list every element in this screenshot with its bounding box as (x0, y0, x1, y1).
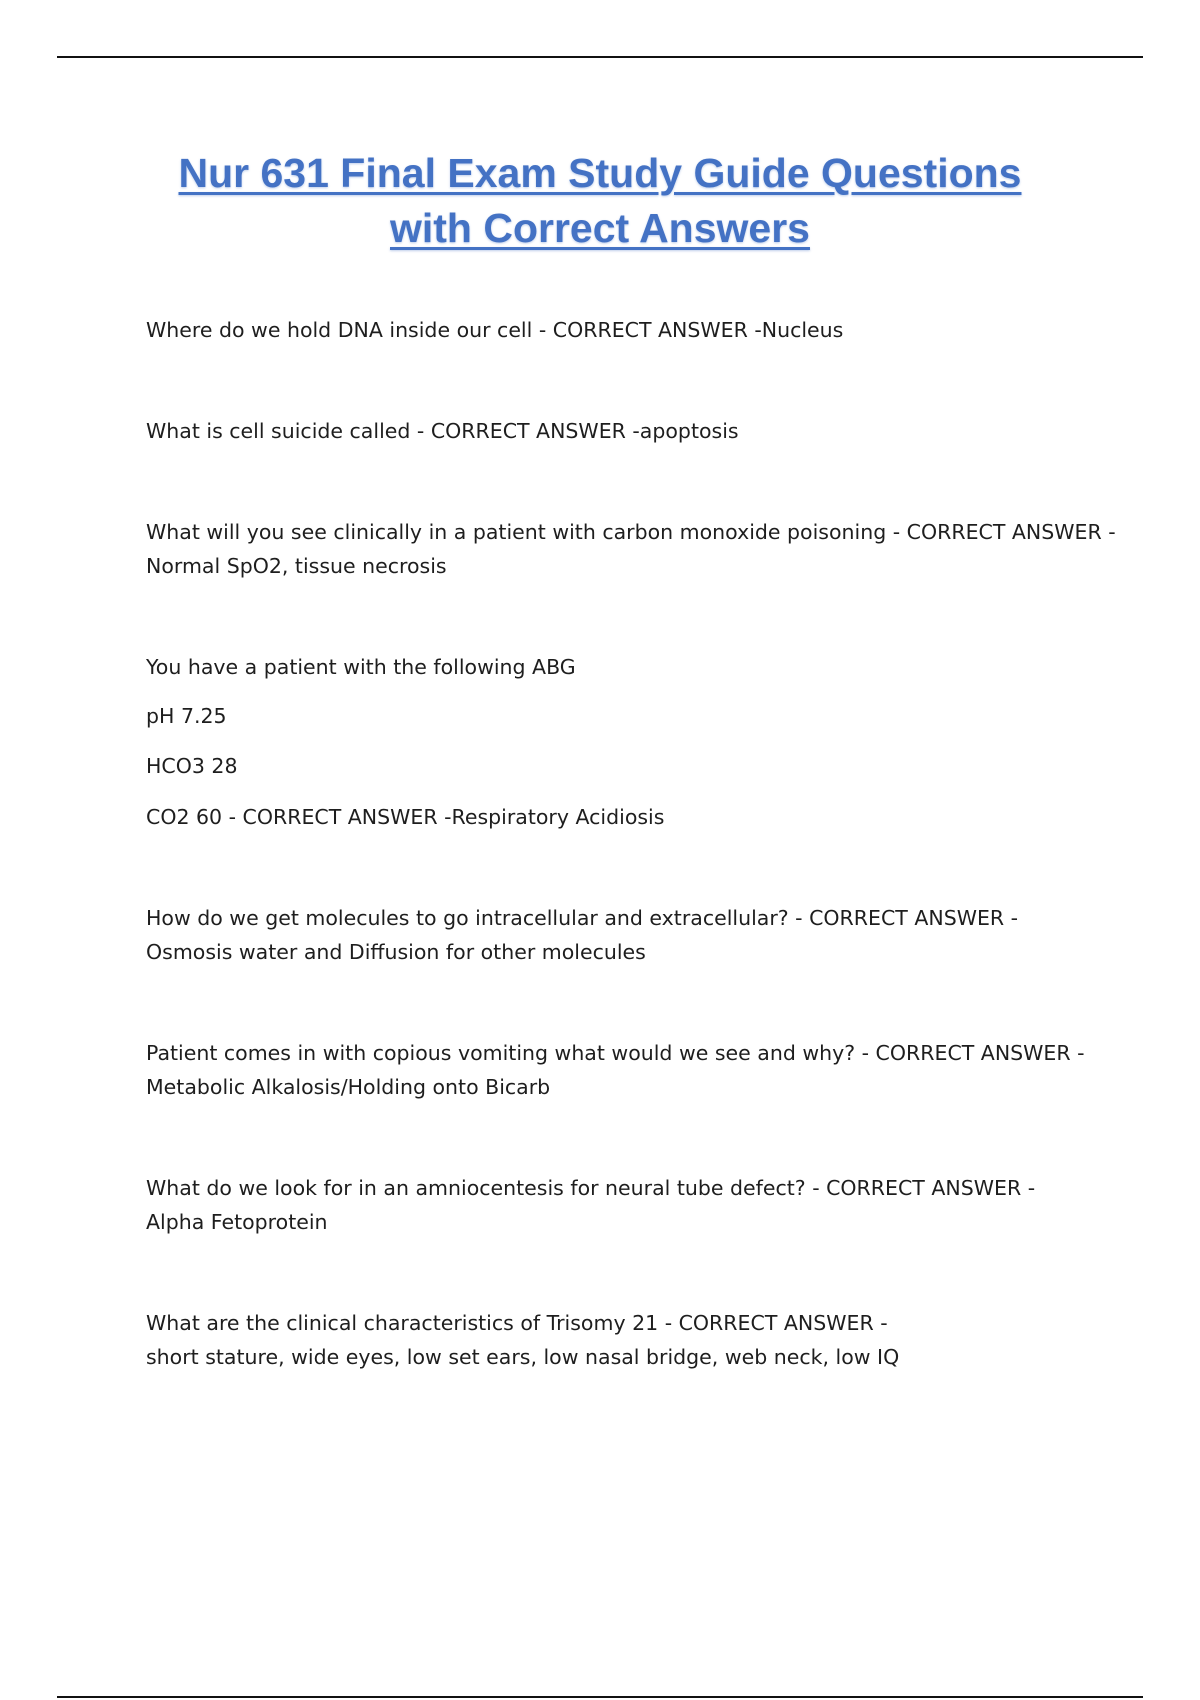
qa-carbon-monoxide-question: What will you see clinically in a patient with carbon monoxide poisoning - CORRECT ANSWER - (146, 520, 1116, 544)
qa-amniocentesis-answer: Alpha Fetoprotein (146, 1210, 328, 1234)
qa-molecule-transport-question: How do we get molecules to go intracellular and extracellular? - CORRECT ANSWER - (146, 906, 1019, 930)
bottom-divider (57, 1696, 1143, 1698)
qa-trisomy-question: What are the clinical characteristics of Trisomy 21 - CORRECT ANSWER - (146, 1311, 888, 1335)
title-line-1: Nur 631 Final Exam Study Guide Questions (178, 150, 1022, 196)
qa-vomiting-answer: Metabolic Alkalosis/Holding onto Bicarb (146, 1075, 551, 1099)
qa-cell-suicide: What is cell suicide called - CORRECT ANSWER -apoptosis (146, 419, 739, 443)
qa-abg-co2-answer: CO2 60 - CORRECT ANSWER -Respiratory Acidiosis (146, 805, 665, 829)
qa-abg-ph: pH 7.25 (146, 704, 227, 728)
qa-dna-location: Where do we hold DNA inside our cell - CORRECT ANSWER -Nucleus (146, 318, 844, 342)
qa-abg-hco3: HCO3 28 (146, 754, 238, 778)
qa-molecule-transport-answer: Osmosis water and Diffusion for other molecules (146, 940, 646, 964)
top-divider (57, 56, 1143, 58)
qa-abg-intro: You have a patient with the following ABG (146, 655, 576, 679)
qa-trisomy-answer: short stature, wide eyes, low set ears, low nasal bridge, web neck, low IQ (146, 1345, 900, 1369)
qa-amniocentesis-question: What do we look for in an amniocentesis for neural tube defect? - CORRECT ANSWER - (146, 1176, 1036, 1200)
page-title (100, 146, 1100, 256)
title-line-2: with Correct Answers (390, 205, 810, 251)
qa-carbon-monoxide-answer: Normal SpO2, tissue necrosis (146, 554, 447, 578)
qa-vomiting-question: Patient comes in with copious vomiting what would we see and why? - CORRECT ANSWER - (146, 1041, 1085, 1065)
